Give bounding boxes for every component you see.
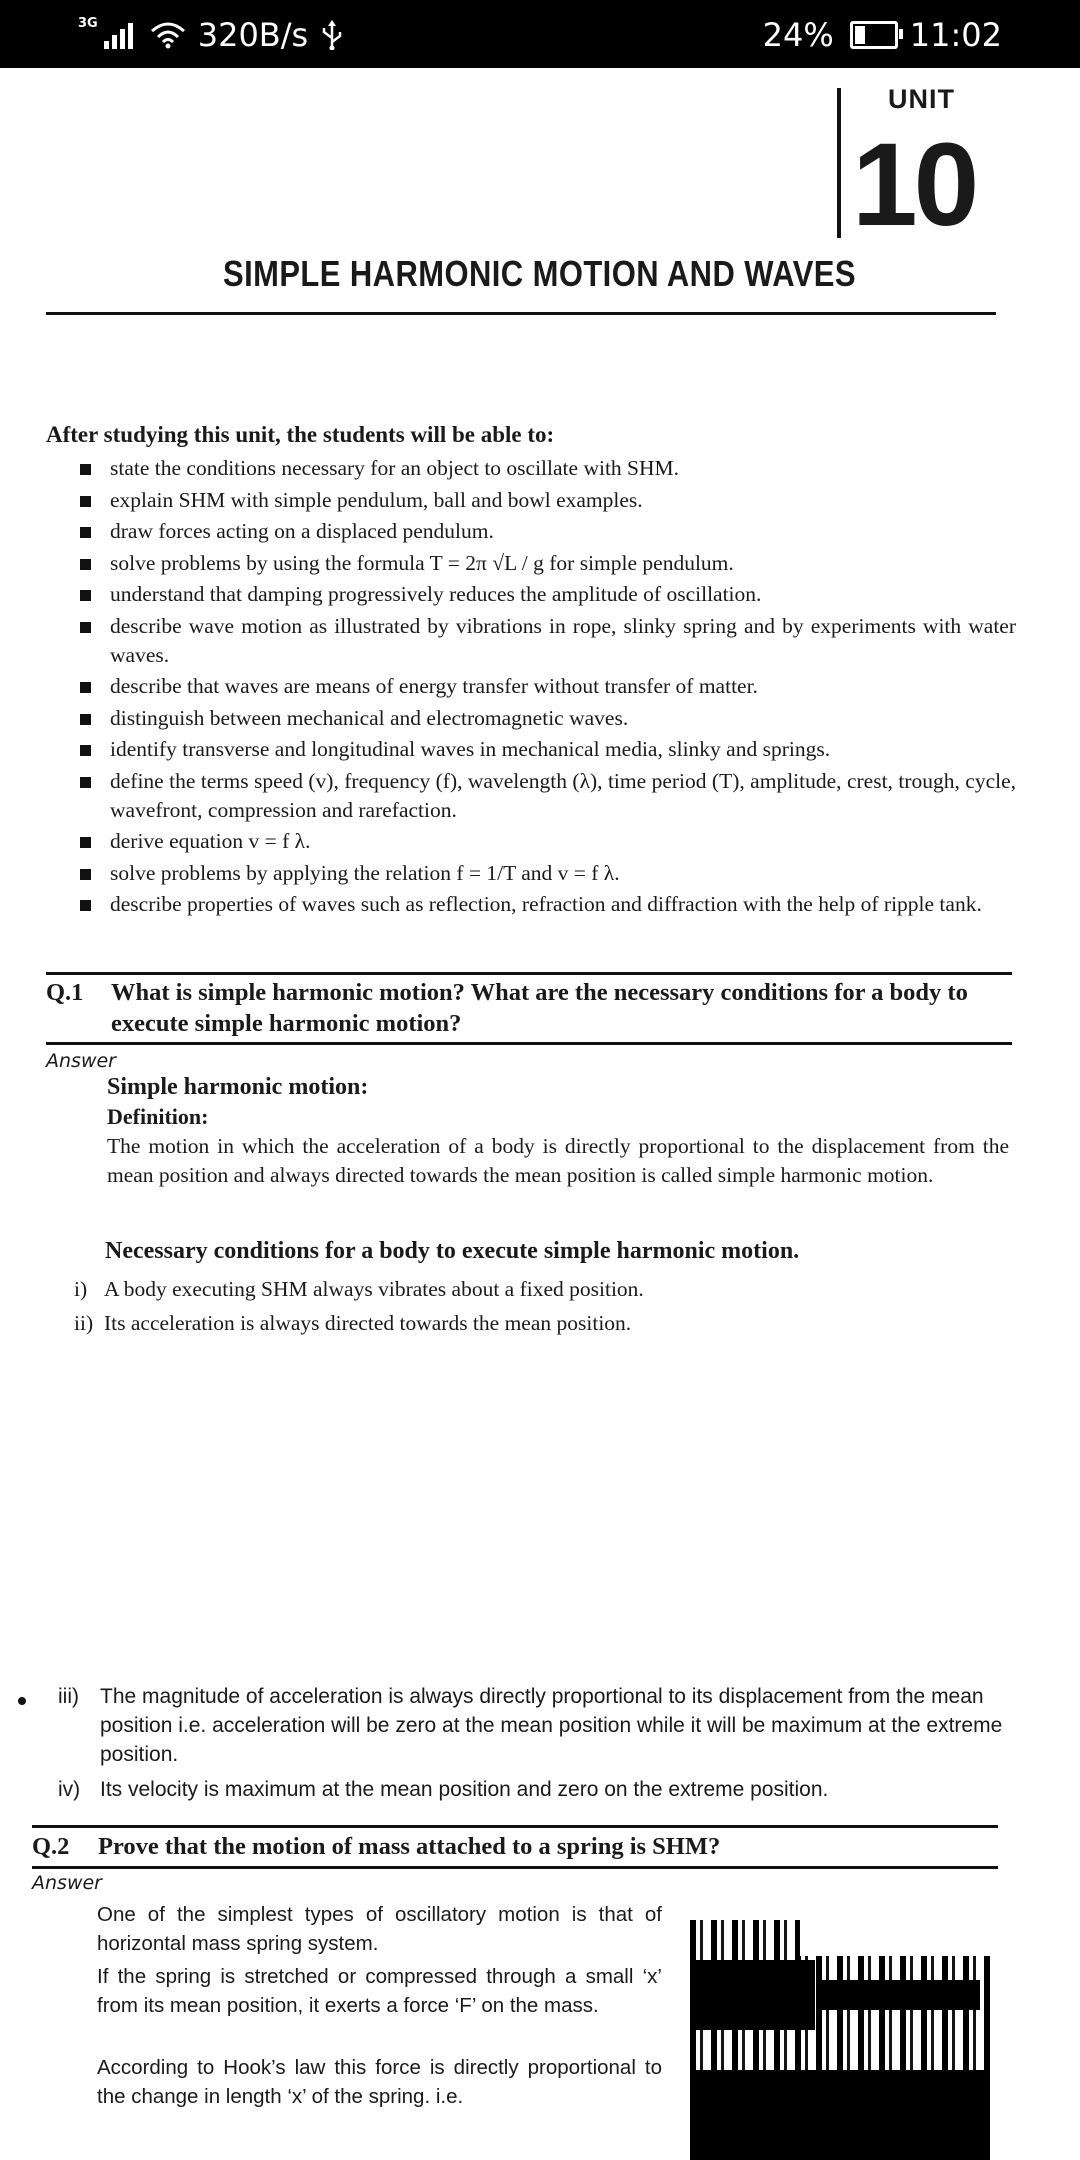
- question-number: Q.1: [46, 979, 84, 1006]
- usb-icon: [320, 20, 344, 50]
- unit-divider: [837, 88, 841, 238]
- square-bullet-icon: [80, 496, 91, 507]
- learning-objectives: [46, 422, 1016, 922]
- square-bullet-icon: [80, 682, 91, 693]
- status-left: [78, 16, 344, 54]
- question-rule: [46, 972, 1012, 975]
- unit-label: UNIT: [888, 84, 955, 114]
- status-right: [763, 16, 1002, 54]
- question-rule: [32, 1866, 998, 1869]
- objective-text: define the terms speed (v), frequency (f), wavelength (λ), time period (T), amplitude, crest, trough, cycle, wavefront, compression and rarefaction.: [110, 768, 1016, 822]
- question-rule: [46, 1042, 1012, 1045]
- objective-item: [80, 827, 1016, 856]
- item-number: ii): [74, 1311, 94, 1335]
- objective-item: [80, 859, 1016, 888]
- signal-icon: [104, 21, 138, 49]
- network-speed: 320B/s: [197, 16, 309, 54]
- objective-text: identify transverse and longitudinal waves in mechanical media, slinky and springs.: [110, 737, 831, 761]
- item-text: Its acceleration is always directed towards the mean position.: [104, 1311, 632, 1335]
- item-text: Its velocity is maximum at the mean position and zero on the extreme position.: [100, 1778, 829, 1801]
- question-rule: [32, 1825, 998, 1828]
- objective-item: [80, 767, 1016, 825]
- conditions-heading: Necessary conditions for a body to execute simple harmonic motion.: [105, 1238, 800, 1264]
- question-1: [46, 977, 1016, 1043]
- title-rule: [46, 312, 996, 315]
- list-item: [74, 1309, 1014, 1339]
- objective-item: [80, 704, 1016, 733]
- clock-time: 11:02: [909, 16, 1002, 54]
- wifi-icon: [150, 21, 186, 49]
- square-bullet-icon: [80, 869, 91, 880]
- square-bullet-icon: [80, 559, 91, 570]
- question-text: What is simple harmonic motion? What are the necessary conditions for a body to execute simple harmonic motion?: [111, 979, 968, 1037]
- definition-text: The motion in which the acceleration of a body is directly proportional to the displacement from the mean position and always directed towards the mean position is called simple harmonic motion.: [107, 1134, 1009, 1187]
- item-text: A body executing SHM always vibrates about a fixed position.: [104, 1277, 644, 1301]
- answer-paragraph: According to Hook’s law this force is directly proportional to the change in length ‘x’ of the spring. i.e.: [97, 2056, 662, 2108]
- item-text: The magnitude of acceleration is always directly proportional to its displacement from the mean position i.e. acceleration will be zero at the mean position while it will be maximum at the extreme position.: [100, 1685, 1003, 1766]
- answer-label: Answer: [32, 1872, 102, 1894]
- square-bullet-icon: [80, 590, 91, 601]
- objective-item: [80, 454, 1016, 483]
- objective-item: [80, 890, 1016, 919]
- objective-text: describe properties of waves such as reflection, refraction and diffraction with the help of ripple tank.: [110, 892, 982, 916]
- objective-item: [80, 735, 1016, 764]
- battery-level-fill: [855, 26, 865, 44]
- objective-text: solve problems by applying the relation f = 1/T and v = f λ.: [110, 860, 620, 885]
- objective-text: solve problems by using the formula T = 2π √L / g for simple pendulum.: [110, 550, 734, 575]
- question-text: Prove that the motion of mass attached to a spring is SHM?: [98, 1833, 721, 1860]
- answer-subheading: Simple harmonic motion:: [107, 1074, 369, 1100]
- square-bullet-icon: [80, 622, 91, 633]
- objectives-list: [46, 454, 1016, 919]
- answer-label: Answer: [46, 1050, 116, 1072]
- list-item: [74, 1275, 1014, 1305]
- list-item: [58, 1775, 1018, 1805]
- square-bullet-icon: [80, 900, 91, 911]
- objective-text: describe that waves are means of energy transfer without transfer of matter.: [110, 674, 758, 698]
- objective-item: [80, 580, 1016, 609]
- answer-paragraph: One of the simplest types of oscillatory motion is that of horizontal mass spring system.: [97, 1903, 662, 1955]
- battery-percent: 24%: [762, 16, 834, 54]
- objective-item: [80, 672, 1016, 701]
- item-number: iii): [58, 1685, 79, 1708]
- objective-item: [80, 486, 1016, 515]
- battery-icon: [850, 21, 898, 49]
- objective-text: derive equation v = f λ.: [110, 829, 311, 853]
- definition-label: Definition:: [107, 1104, 209, 1129]
- unit-title: SIMPLE HARMONIC MOTION AND WAVES: [223, 253, 856, 294]
- page-mark: [18, 1697, 26, 1705]
- objective-item: [80, 517, 1016, 546]
- objective-text: explain SHM with simple pendulum, ball and bowl examples.: [110, 487, 643, 512]
- spring-mass-figure: [690, 1920, 990, 2160]
- objectives-heading: After studying this unit, the students will be able to:: [46, 422, 555, 447]
- item-number: i): [74, 1277, 88, 1301]
- objective-text: distinguish between mechanical and electromagnetic waves.: [110, 705, 629, 730]
- square-bullet-icon: [80, 464, 91, 475]
- square-bullet-icon: [80, 777, 91, 788]
- objective-text: draw forces acting on a displaced pendulum.: [110, 519, 494, 543]
- network-type: 3G: [78, 15, 98, 31]
- list-item: [58, 1682, 1018, 1772]
- square-bullet-icon: [80, 714, 91, 725]
- square-bullet-icon: [80, 527, 91, 538]
- objective-text: describe wave motion as illustrated by vibrations in rope, slinky spring and by experiments with water waves.: [110, 613, 1016, 667]
- question-number: Q.2: [32, 1833, 70, 1860]
- item-number: iv): [58, 1778, 81, 1801]
- objective-item: [80, 549, 1016, 578]
- square-bullet-icon: [80, 837, 91, 848]
- unit-number: 10: [852, 119, 976, 251]
- objective-text: understand that damping progressively reduces the amplitude of oscillation.: [110, 582, 762, 606]
- objective-item: [80, 612, 1016, 670]
- answer-paragraph: If the spring is stretched or compressed through a small ‘x’ from its mean position, it exerts a force ‘F’ on the mass.: [97, 1965, 662, 2017]
- status-bar: [0, 0, 1080, 68]
- objective-text: state the conditions necessary for an object to oscillate with SHM.: [110, 456, 680, 480]
- question-2: [32, 1831, 1002, 1865]
- square-bullet-icon: [80, 745, 91, 756]
